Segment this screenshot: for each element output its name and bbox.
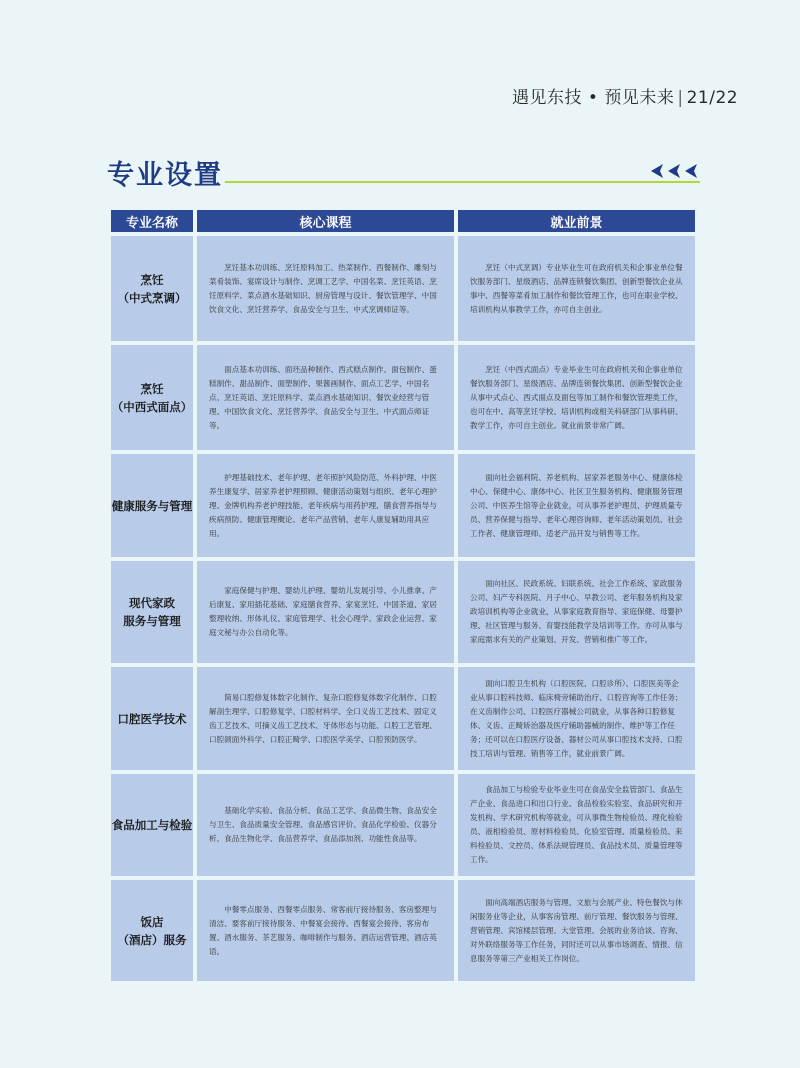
career-prospects: 食品加工与检验专业毕业生可在食品安全监管部门、食品生产企业、食品进口和出口行业、食品检验实验室、食品研究和开发机构、学术研究机构等就业，可从事微生物检验员、理化检验员、液相检验员、原材料检验员、化验室管理、质量检验员、来料检验员、文控员、体系法规管理员、食品技术员、质量管理等工作。: [458, 774, 695, 876]
career-prospects: 面向社会福利院、养老机构、居家养老服务中心、健康体检中心、保健中心、康体中心、社区卫生服务机构、健康服务管理公司、中医养生馆等企业就业，可从事养老护理员、护理质量专员、营养保健与指导、老年心理咨询师、老年活动策划员、社会工作者、健康管理师、适老产品开发与销售等工作。: [458, 454, 695, 557]
header-major-name: 专业名称: [111, 210, 193, 232]
section-title: 专业设置: [107, 160, 223, 191]
core-courses: 中餐零点服务、西餐零点服务、常客前厅接待服务、客房整理与清洁、要客前厅接待服务、中餐宴会接待、西餐宴会接待、客房布置、酒水服务、茶艺服务、咖啡制作与服务、酒店运营管理、酒店英语。: [197, 880, 454, 981]
page-header: [512, 83, 738, 108]
major-name: 烹饪 （中西式面点）: [111, 345, 193, 450]
table-row: [111, 774, 695, 876]
career-prospects: 面向口腔卫生机构（口腔医院、口腔诊所）、口腔医美等企业从事口腔科技师、临床椅旁辅助治疗、口腔咨询等工作任务；在义齿制作公司、口腔医疗器械公司就业，从事各种口腔修复体、义齿、正畸矫治器及医疗辅助器械的制作、维护等工作任务；还可以在口腔医疗设备、器材公司从事口腔技术支持、口腔技工培训与管理、销售等工作，就业前景广阔。: [458, 667, 695, 770]
table-header-row: [111, 210, 695, 232]
major-name: 饭店 （酒店）服务: [111, 880, 193, 981]
core-courses: 烹饪基本功训练、烹饪原料加工、热菜制作、西餐制作、雕刻与菜肴装饰、宴席设计与制作、烹调工艺学、中国名菜、烹饪英语、烹饪原料学、菜点酒水基础知识、厨房管理与设计、餐饮管理学、中国饮食文化、烹饪营养学、食品安全与卫生、中式烹调师证等。: [197, 236, 454, 341]
core-courses: 家庭保健与护理、婴幼儿护理、婴幼儿发展引导、小儿推拿、产后康复、家用插花基础、家庭膳食营养、家宴烹饪、中国茶道、家居整理收纳、形体礼仪、家庭管理学、社会心理学、家政企业运营、家庭文秘与办公自动化等。: [197, 561, 454, 663]
header-career-prospects: 就业前景: [458, 210, 695, 232]
core-courses: 面点基本功训练、面坯品种制作、西式糕点制作、面包制作、蛋糕制作、甜品制作、面塑制作、果酱画制作、面点工艺学、中国名点、烹饪英语、烹饪原料学、菜点酒水基础知识、餐饮业经营与管理、中国饮食文化、烹饪营养学、食品安全与卫生、中式面点师证等。: [197, 345, 454, 450]
major-name: 口腔医学技术: [111, 667, 193, 770]
career-prospects: 烹饪（中式烹调）专业毕业生可在政府机关和企事业单位餐饮服务部门、星级酒店、品牌连锁餐饮集团、创新型餐饮企业从事中、西餐等菜肴加工制作和餐饮管理工作，也可在职业学校、培训机构从事教学工作，亦可自主创业。: [458, 236, 695, 341]
career-prospects: 面向高端酒店服务与管理、文旅与会展产业、特色餐饮与休闲服务业等企业，从事客房管理、前厅管理、餐饮服务与管理、营销管理、宾馆楼层管理、大堂管理、会展的业务洽谈、咨询、对外联络服务等工作任务，同时还可以从事市场调查、情报、信息服务等第三产业相关工作岗位。: [458, 880, 695, 981]
table-row: [111, 561, 695, 663]
major-name: 烹饪 （中式烹调）: [111, 236, 193, 341]
table-row: [111, 880, 695, 981]
page-number: 21/22: [686, 88, 739, 108]
header-separator: |: [677, 88, 684, 108]
major-name: 现代家政 服务与管理: [111, 561, 193, 663]
table-row: [111, 236, 695, 341]
major-name: 健康服务与管理: [111, 454, 193, 557]
core-courses: 基础化学实验、食品分析、食品工艺学、食品微生物、食品安全与卫生、食品质量安全管理、食品感官评价、食品化学检验、仪器分析、食品生物化学、食品营养学、食品添加剂、功能性食品等。: [197, 774, 454, 876]
table-row: [111, 454, 695, 557]
career-prospects: 面向社区、民政系统、妇联系统、社会工作系统、家政服务公司、妇产专科医院、月子中心、早教公司、老年服务机构及家政培训机构等企业就业，从事家庭教育指导、家庭保健、母婴护理、社区管理与服务、育婴技能教学及培训等工作。亦可从事与家庭需求有关的产业策划、开发、营销和推广等工作。: [458, 561, 695, 663]
career-prospects: 烹饪（中西式面点）专业毕业生可在政府机关和企事业单位餐饮服务部门、星级酒店、品牌连锁餐饮集团、创新型餐饮企业从事中式点心、西式面点及面包等加工制作和餐饮管理类工作，也可在中、高等烹饪学校、培训机构或相关科研部门从事科研、教学工作，亦可自主创业。就业前景非常广阔。: [458, 345, 695, 450]
slogan: 遇见东技 • 预见未来: [512, 88, 675, 108]
header-core-courses: 核心课程: [197, 210, 454, 232]
core-courses: 护理基础技术、老年护理、老年照护风险防范、外科护理、中医养生康复学、居家养老护理照顾、健康活动策划与组织、老年心理护理、金牌机构养老护理技能、老年疾病与用药护理、膳食营养指导与疾病预防、健康管理概论、老年产品营销、老年人康复辅助用具应用。: [197, 454, 454, 557]
major-name: 食品加工与检验: [111, 774, 193, 876]
table-row: [111, 345, 695, 450]
triple-arrow-icon: [651, 163, 701, 179]
title-underline: [225, 181, 700, 183]
core-courses: 简易口腔修复体数字化制作、复杂口腔修复体数字化制作、口腔解剖生理学、口腔修复学、口腔材料学、全口义齿工艺技术、固定义齿工艺技术、可摘义齿工艺技术、牙体形态与功能、口腔工艺管理、口腔颌面外科学、口腔正畸学、口腔医学美学、口腔预防医学。: [197, 667, 454, 770]
table-row: [111, 667, 695, 770]
majors-table: [107, 206, 699, 985]
